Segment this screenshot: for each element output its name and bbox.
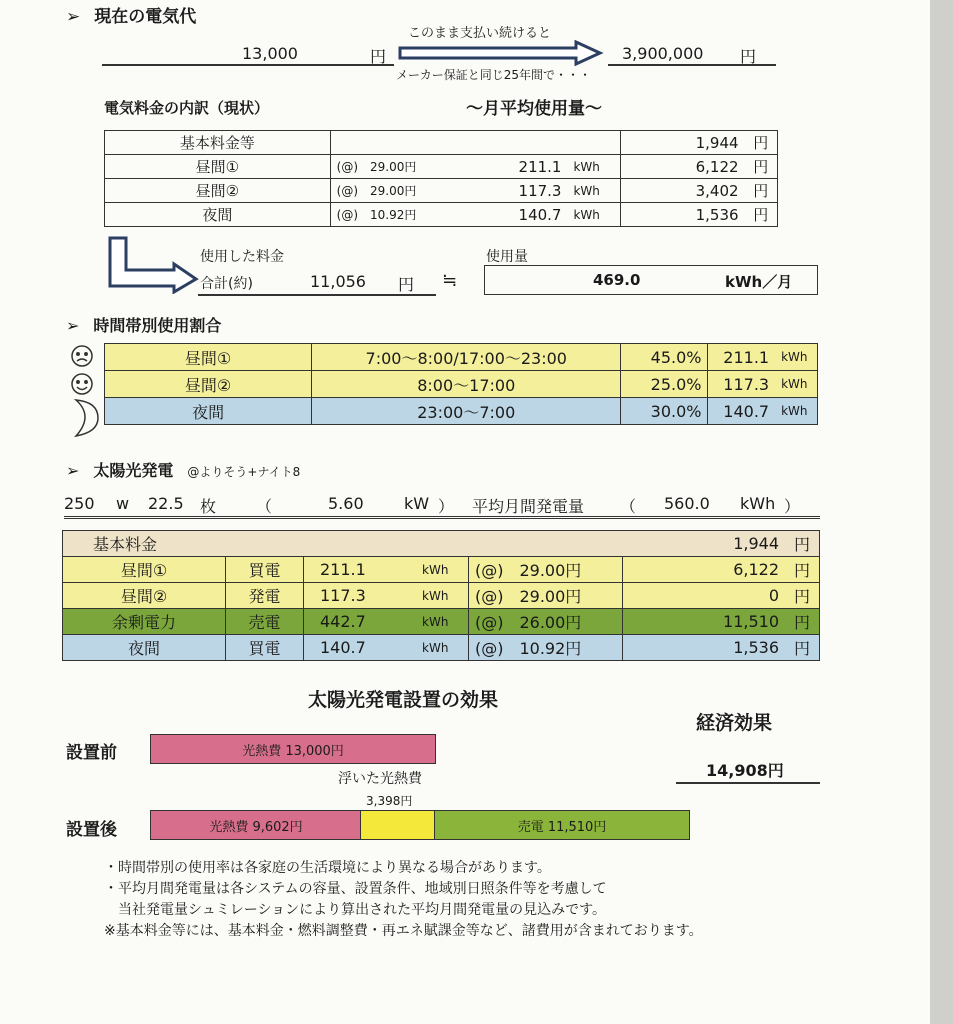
table-row: 昼間① 買電 211.1 kWh (@) 29.00円 6,122 円	[63, 557, 820, 583]
solar-header: ➢ 太陽光発電 @よりそう+ナイト8	[66, 461, 301, 480]
before-label: 設置前	[66, 743, 117, 763]
econ-label: 経済効果	[696, 712, 773, 734]
table-row: 余剰電力 売電 442.7 kWh (@) 26.00円 11,510 円	[63, 609, 820, 635]
table-row: 夜間 23:00～7:00 30.0% 140.7 kWh	[105, 398, 818, 425]
after-bar-saved	[360, 810, 436, 840]
effect-title: 太陽光発電設置の効果	[308, 689, 499, 711]
solar-plan: @よりそう+ナイト8	[187, 465, 301, 479]
table-row: 昼間② 発電 117.3 kWh (@) 29.00円 0 円	[63, 583, 820, 609]
saved-value: 3,398円	[366, 794, 413, 808]
avg-usage-title: ～月平均使用量～	[466, 99, 602, 119]
breakdown-title: 電気料金の内訳（現状）	[104, 99, 270, 117]
table-row: 基本料金 1,944 円	[63, 531, 820, 557]
solar-table	[62, 530, 820, 661]
before-bar: 光熱費 13,000円	[150, 734, 436, 764]
note-line: ・平均月間発電量は各システムの容量、設置条件、地域別日照条件等を考慮して	[104, 881, 607, 897]
bullet-arrow-icon: ➢	[66, 7, 81, 27]
usage-unit: kWh／月	[725, 273, 793, 291]
usage-label: 使用量	[486, 249, 528, 265]
right-arrow-icon	[398, 40, 604, 66]
table-row: 昼間② 8:00～17:00 25.0% 117.3 kWh	[105, 371, 818, 398]
note-line: 当社発電量シュミレーションにより算出された平均月間発電量の見込みです。	[104, 902, 607, 918]
timeband-icons	[64, 344, 100, 440]
econ-value: 14,908円	[706, 761, 784, 780]
total-25y-line	[608, 42, 776, 66]
after-bar-sale: 売電 11,510円	[434, 810, 690, 840]
total-25y-yen: 円	[740, 47, 757, 66]
usage-box	[484, 265, 818, 295]
monthly-bill-line	[102, 42, 394, 66]
sad-face-icon	[72, 346, 92, 366]
total-fee-yen: 円	[398, 275, 415, 294]
arrow-top-text: このまま支払い続けると	[408, 26, 552, 41]
breakdown-table	[104, 130, 778, 227]
econ-value-line	[676, 756, 820, 784]
current-bill-header: ➢ 現在の電気代	[66, 7, 197, 27]
table-row: 夜間 (@) 10.92円 140.7 kWh 1,536 円	[105, 203, 778, 227]
timeband-header: ➢ 時間帯別使用割合	[66, 316, 222, 335]
after-label: 設置後	[66, 820, 117, 840]
total-fee-value: 11,056	[310, 272, 366, 291]
smile-face-icon	[72, 374, 92, 394]
after-bar-cost: 光熱費 9,602円	[150, 810, 362, 840]
table-row: 昼間② (@) 29.00円 117.3 kWh 3,402 円	[105, 179, 778, 203]
solar-spec-line: 250 w 22.5 枚 （ 5.60 kW ） 平均月間発電量 （ 560.0 kWh ）	[64, 492, 820, 519]
monthly-bill-value: 13,000	[242, 44, 298, 63]
table-row: 昼間① 7:00～8:00/17:00～23:00 45.0% 211.1 kWh	[105, 344, 818, 371]
approx-sign: ≒	[442, 270, 458, 291]
total-fee-line	[198, 270, 436, 296]
monthly-bill-yen: 円	[370, 47, 387, 66]
saved-label: 浮いた光熱費	[338, 771, 422, 787]
bullet-arrow-icon: ➢	[66, 316, 80, 335]
arrow-bottom-text: メーカー保証と同じ25年間で・・・	[396, 68, 592, 82]
used-fee-label: 使用した料金	[200, 249, 284, 265]
notes	[104, 858, 703, 942]
timeband-table	[104, 343, 818, 425]
moon-icon	[76, 400, 98, 436]
table-row: 昼間① (@) 29.00円 211.1 kWh 6,122 円	[105, 155, 778, 179]
total-fee-label: 合計(約)	[200, 276, 253, 292]
note-line: ※基本料金等には、基本料金・燃料調整費・再エネ賦課金等など、諸費用が含まれております。	[104, 923, 703, 939]
usage-value: 469.0	[593, 271, 641, 289]
elbow-arrow-icon	[104, 234, 200, 294]
table-row: 基本料金等 1,944 円	[105, 131, 778, 155]
total-25y-value: 3,900,000	[622, 44, 704, 63]
note-line: ・時間帯別の使用率は各家庭の生活環境により異なる場合があります。	[104, 860, 551, 876]
bullet-arrow-icon: ➢	[66, 461, 80, 480]
table-row: 夜間 買電 140.7 kWh (@) 10.92円 1,536 円	[63, 635, 820, 661]
